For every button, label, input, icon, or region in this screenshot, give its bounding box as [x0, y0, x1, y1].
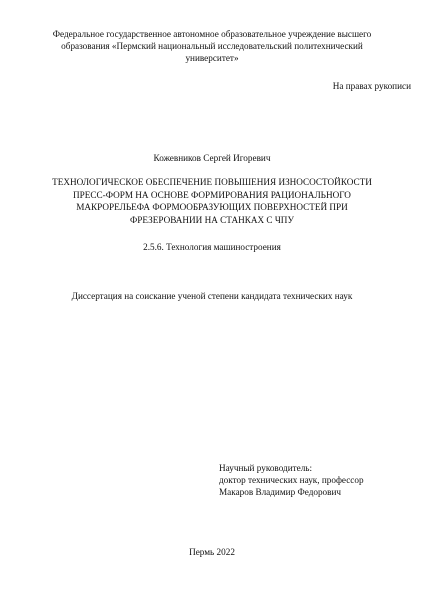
title-line-2: ПРЕСС-ФОРМ НА ОСНОВЕ ФОРМИРОВАНИЯ РАЦИОНАЛЬНОГО	[73, 189, 351, 200]
degree-statement: Диссертация на соискание ученой степени кандидата технических наук	[71, 291, 353, 301]
rights-note: На правах рукописи	[332, 81, 411, 91]
advisor-name: Макаров Владимир Федорович	[219, 487, 342, 497]
dissertation-title	[0, 176, 424, 226]
city-year: Пермь 2022	[189, 547, 235, 557]
specialty: 2.5.6. Технология машиностроения	[143, 242, 281, 252]
institution-name	[0, 28, 424, 64]
title-line-1: ТЕХНОЛОГИЧЕСКОЕ ОБЕСПЕЧЕНИЕ ПОВЫШЕНИЯ ИЗНОСОСТОЙКОСТИ	[52, 177, 372, 187]
advisor-block	[219, 462, 364, 498]
title-line-4: ФРЕЗЕРОВАНИИ НА СТАНКАХ С ЧПУ	[130, 214, 294, 225]
author-name: Кожевников Сергей Игоревич	[153, 153, 271, 163]
advisor-heading: Научный руководитель:	[219, 463, 313, 473]
institution-line-2: образования «Пермский национальный исследовательский политехнический	[61, 41, 363, 51]
institution-line-1: Федеральное государственное автономное образовательное учреждение высшего	[52, 29, 372, 39]
institution-line-3: университет»	[185, 53, 239, 63]
advisor-rank: доктор технических наук, профессор	[219, 475, 364, 485]
title-line-3: МАКРОРЕЛЬЕФА ФОРМООБРАЗУЮЩИХ ПОВЕРХНОСТЕЙ ПРИ	[76, 202, 348, 212]
